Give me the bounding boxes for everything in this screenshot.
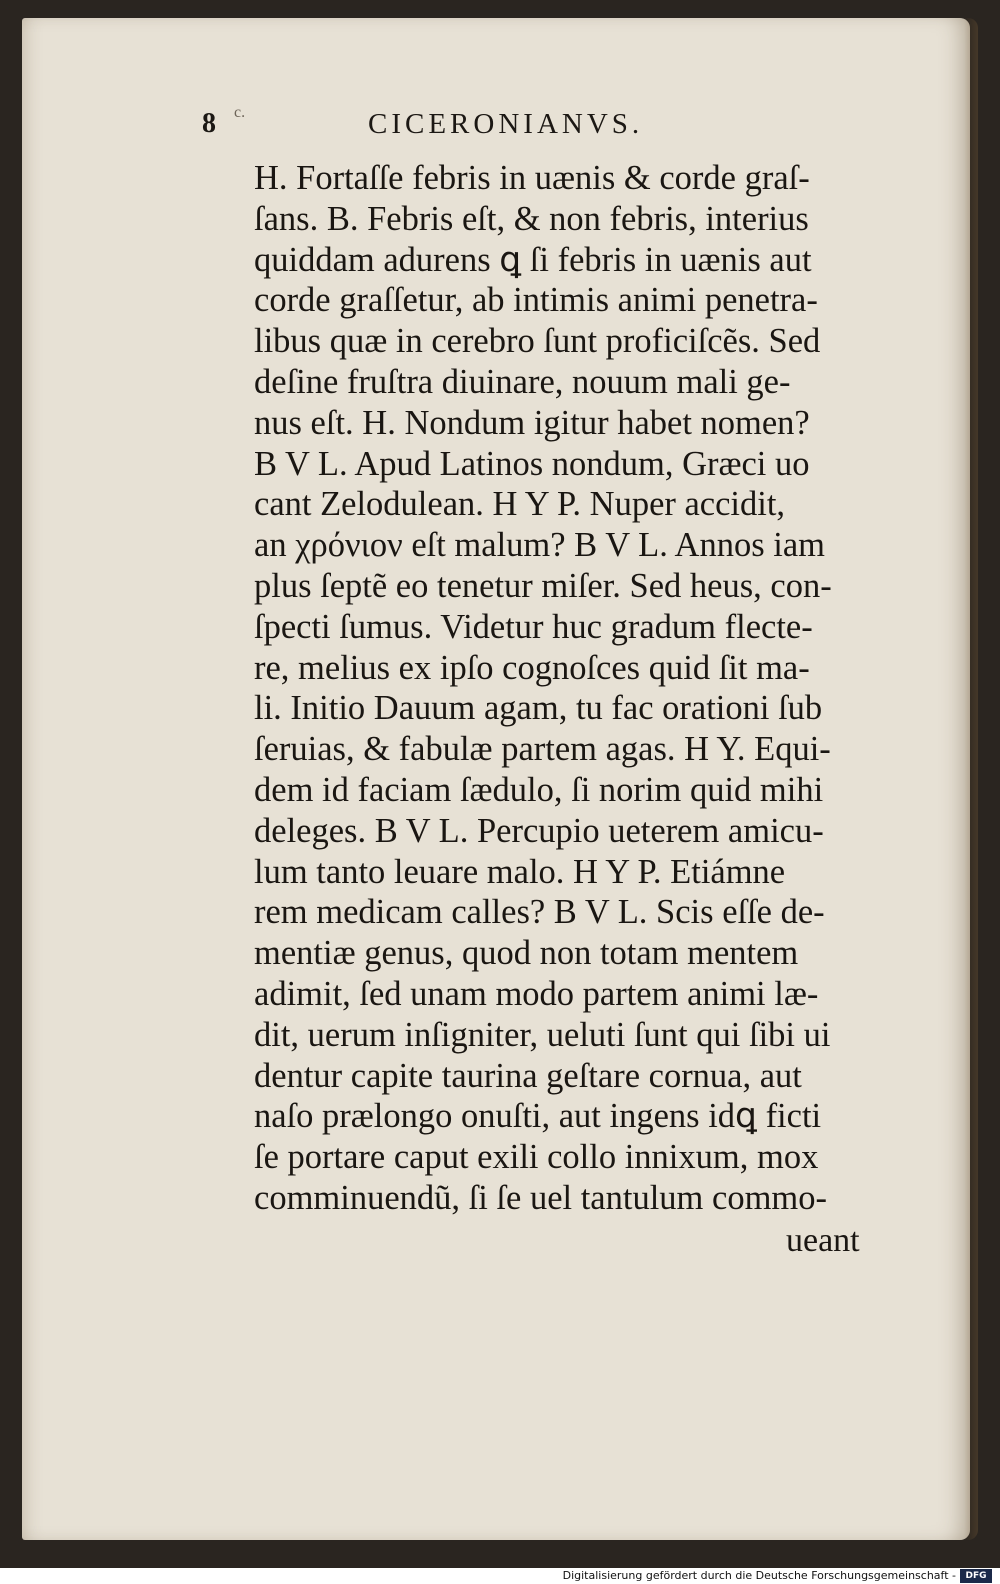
dfg-logo-icon: DFG [960,1569,992,1583]
text-line: ſe portare caput exili collo innixum, mox [254,1138,819,1177]
text-line: an χρόνιον eſt malum? B V L. Annos iam [254,526,825,565]
text-line: dentur capite taurina geſtare cornua, aut [254,1056,802,1095]
text-line: deſine fruſtra diuinare, nouum mali ge- [254,362,791,401]
page-mark: c. [234,104,246,121]
text-line: comminuendũ, ſi ſe uel tantulum commo- [254,1178,827,1217]
text-line: cant Zelodulean. H Y P. Nuper accidit, [254,485,786,524]
text-block [254,158,894,1219]
page-edge-shadow [964,18,978,1540]
text-line: corde graſſetur, ab intimis animi penetra- [254,281,818,320]
text-line: deleges. B V L. Percupio ueterem amicu- [254,811,824,850]
page-number: 8 [202,108,216,139]
text-line: ſeruias, & fabulæ partem agas. H Y. Equi- [254,730,831,769]
text-line: naſo prælongo onuſti, aut ingens idꝗ ficti [254,1097,822,1136]
text-line: H. Fortaſſe febris in uænis & corde graſ- [254,159,810,197]
running-head [196,104,756,144]
text-line: lum tanto leuare malo. H Y P. Etiámne [254,852,786,891]
text-line: quiddam adurens ꝗ ſi febris in uænis aut [254,240,812,279]
text-line: adimit, ſed unam modo partem animi læ- [254,974,819,1013]
text-line: nus eſt. H. Nondum igitur habet nomen? [254,403,810,442]
text-line: dit, uerum inſigniter, ueluti ſunt qui ſibi ui [254,1015,831,1054]
catchword: ueant [786,1222,860,1259]
text-line: B V L. Apud Latinos nondum, Græci uo [254,444,810,483]
text-line: re, melius ex ipſo cognoſces quid ſit ma- [254,648,810,687]
text-line: plus ſeptẽ eo tenetur miſer. Sed heus, con- [254,566,832,605]
text-line: ſans. B. Febris eſt, & non febris, interius [254,199,809,238]
text-line: dem id faciam ſædulo, ſi norim quid mihi [254,770,824,809]
running-title: CICERONIANVS. [368,108,644,140]
funding-credit: Digitalisierung gefördert durch die Deutsche Forschungsgemeinschaft - [562,1569,956,1582]
text-line: mentiæ genus, quod non totam mentem [254,934,799,973]
text-line: libus quæ in cerebro ſunt proficiſcẽs. Sed [254,322,821,361]
text-line: ſpecti ſumus. Videtur huc gradum flecte- [254,607,813,646]
text-line: li. Initio Dauum agam, tu fac orationi ſub [254,689,823,728]
text-line: rem medicam calles? B V L. Scis eſſe de- [254,893,825,932]
